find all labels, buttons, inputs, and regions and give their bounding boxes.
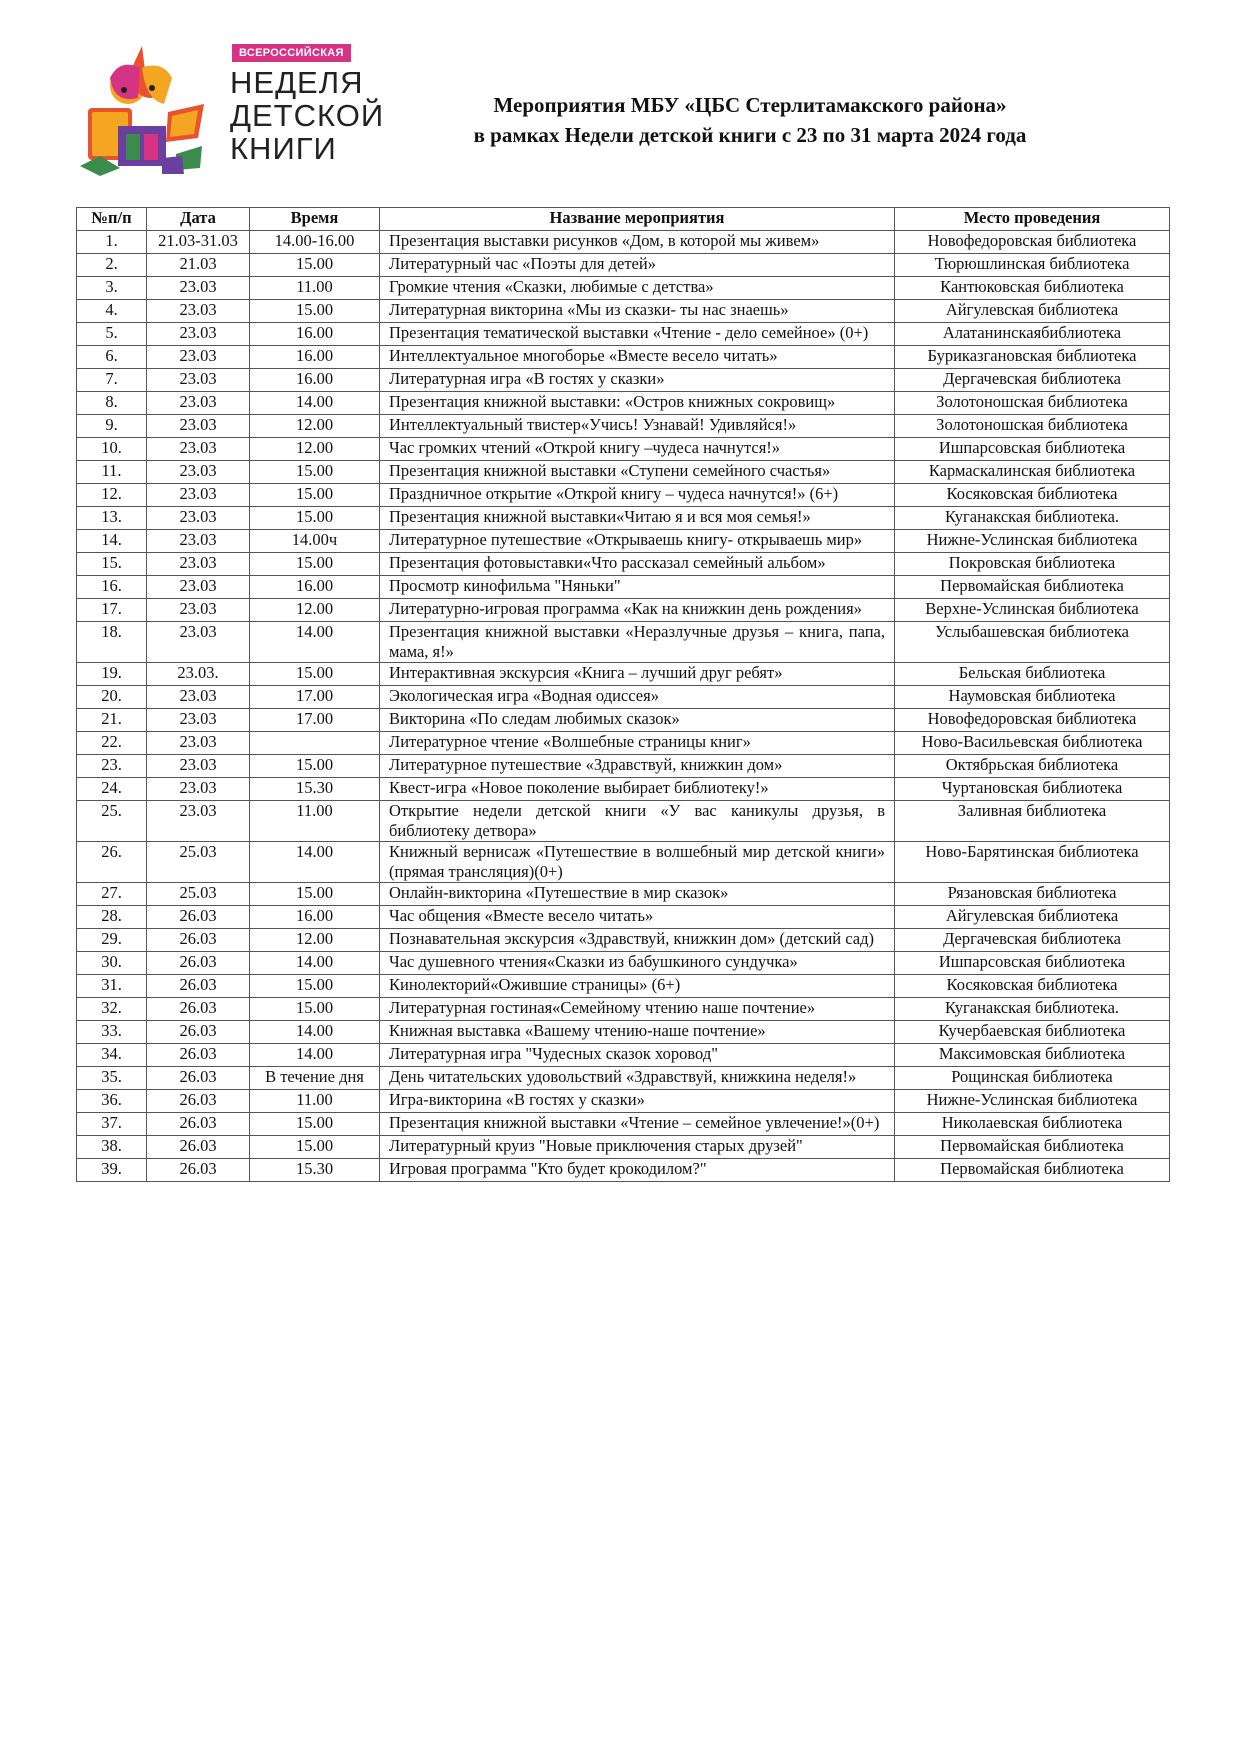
table-row — [77, 998, 1170, 1021]
event-time: 14.00 — [250, 952, 380, 975]
event-date: 26.03 — [147, 998, 250, 1021]
event-venue: Первомайская библиотека — [895, 576, 1170, 599]
table-row — [77, 883, 1170, 906]
event-date: 26.03 — [147, 1159, 250, 1182]
table-row — [77, 801, 1170, 842]
event-time: 15.00 — [250, 975, 380, 998]
event-time: 15.00 — [250, 1136, 380, 1159]
column-header-time: Время — [250, 208, 380, 231]
event-venue: Новофедоровская библиотека — [895, 709, 1170, 732]
event-time: 12.00 — [250, 415, 380, 438]
event-venue: Первомайская библиотека — [895, 1159, 1170, 1182]
events-table-container — [76, 207, 1169, 1182]
event-name: Презентация книжной выставки «Неразлучные друзья – книга, папа, мама, я!» — [380, 622, 895, 663]
event-name: Интерактивная экскурсия «Книга – лучший друг ребят» — [380, 663, 895, 686]
event-venue: Буриказгановская библиотека — [895, 346, 1170, 369]
event-time: 15.00 — [250, 507, 380, 530]
event-venue: Максимовская библиотека — [895, 1044, 1170, 1067]
table-row — [77, 346, 1170, 369]
column-header-event-name: Название мероприятия — [380, 208, 895, 231]
event-venue: Заливная библиотека — [895, 801, 1170, 842]
row-number: 3. — [77, 277, 147, 300]
row-number: 15. — [77, 553, 147, 576]
row-number: 25. — [77, 801, 147, 842]
row-number: 11. — [77, 461, 147, 484]
row-number: 17. — [77, 599, 147, 622]
row-number: 14. — [77, 530, 147, 553]
event-time: 14.00 — [250, 842, 380, 883]
event-name: Час громких чтений «Открой книгу –чудеса начнутся!» — [380, 438, 895, 461]
event-date: 23.03 — [147, 553, 250, 576]
event-name: Книжный вернисаж «Путешествие в волшебный мир детской книги» (прямая трансляция)(0+) — [380, 842, 895, 883]
row-number: 28. — [77, 906, 147, 929]
event-date: 26.03 — [147, 1136, 250, 1159]
heading-line-2: в рамках Недели детской книги с 23 по 31 марта 2024 года — [473, 123, 1027, 147]
event-venue: Алатанинскаябиблиотека — [895, 323, 1170, 346]
event-name: Квест-игра «Новое поколение выбирает библиотеку!» — [380, 778, 895, 801]
event-venue: Кучербаевская библиотека — [895, 1021, 1170, 1044]
event-name: Презентация фотовыставки«Что рассказал семейный альбом» — [380, 553, 895, 576]
event-name: Просмотр кинофильма "Няньки" — [380, 576, 895, 599]
event-venue: Покровская библиотека — [895, 553, 1170, 576]
table-row — [77, 1067, 1170, 1090]
event-date: 26.03 — [147, 1021, 250, 1044]
event-name: Литературное путешествие «Открываешь книгу- открываешь мир» — [380, 530, 895, 553]
event-name: Экологическая игра «Водная одиссея» — [380, 686, 895, 709]
event-time: 15.00 — [250, 300, 380, 323]
event-date: 26.03 — [147, 952, 250, 975]
event-date: 23.03 — [147, 323, 250, 346]
table-row — [77, 484, 1170, 507]
table-row — [77, 1021, 1170, 1044]
logo-title-line: ДЕТСКОЙ — [230, 98, 385, 133]
event-date: 26.03 — [147, 906, 250, 929]
event-date: 26.03 — [147, 1113, 250, 1136]
event-date: 23.03 — [147, 530, 250, 553]
event-date: 23.03 — [147, 346, 250, 369]
event-time: 15.00 — [250, 998, 380, 1021]
event-time: 15.30 — [250, 778, 380, 801]
row-number: 22. — [77, 732, 147, 755]
event-name: Кинолекторий«Ожившие страницы» (6+) — [380, 975, 895, 998]
row-number: 2. — [77, 254, 147, 277]
event-name: Литературная игра «В гостях у сказки» — [380, 369, 895, 392]
event-time: 14.00 — [250, 1044, 380, 1067]
event-date: 26.03 — [147, 975, 250, 998]
table-row — [77, 553, 1170, 576]
table-row — [77, 369, 1170, 392]
event-venue: Наумовская библиотека — [895, 686, 1170, 709]
table-row — [77, 686, 1170, 709]
event-time: 15.00 — [250, 254, 380, 277]
event-time: 14.00 — [250, 392, 380, 415]
row-number: 31. — [77, 975, 147, 998]
event-venue: Айгулевская библиотека — [895, 906, 1170, 929]
event-time: 14.00ч — [250, 530, 380, 553]
event-venue: Рощинская библиотека — [895, 1067, 1170, 1090]
table-row — [77, 1044, 1170, 1067]
event-name: Презентация книжной выставки: «Остров книжных сокровищ» — [380, 392, 895, 415]
event-time: 11.00 — [250, 277, 380, 300]
table-row — [77, 530, 1170, 553]
row-number: 10. — [77, 438, 147, 461]
row-number: 32. — [77, 998, 147, 1021]
logo-badge: ВСЕРОССИЙСКАЯ — [232, 44, 351, 62]
event-venue: Айгулевская библиотека — [895, 300, 1170, 323]
event-time: 17.00 — [250, 686, 380, 709]
event-name: Час душевного чтения«Сказки из бабушкиного сундучка» — [380, 952, 895, 975]
table-row — [77, 1090, 1170, 1113]
table-row — [77, 599, 1170, 622]
event-time: 16.00 — [250, 346, 380, 369]
event-date: 26.03 — [147, 929, 250, 952]
row-number: 6. — [77, 346, 147, 369]
row-number: 18. — [77, 622, 147, 663]
event-venue: Верхне-Услинская библиотека — [895, 599, 1170, 622]
event-time: 15.30 — [250, 1159, 380, 1182]
event-date: 23.03 — [147, 686, 250, 709]
row-number: 4. — [77, 300, 147, 323]
row-number: 13. — [77, 507, 147, 530]
row-number: 5. — [77, 323, 147, 346]
event-name: Праздничное открытие «Открой книгу – чудеса начнутся!» (6+) — [380, 484, 895, 507]
event-venue: Кантюковская библиотека — [895, 277, 1170, 300]
event-time: 15.00 — [250, 663, 380, 686]
event-venue: Бельская библиотека — [895, 663, 1170, 686]
table-row — [77, 622, 1170, 663]
event-venue: Николаевская библиотека — [895, 1113, 1170, 1136]
event-time: 16.00 — [250, 576, 380, 599]
event-venue: Дергачевская библиотека — [895, 929, 1170, 952]
event-venue: Ишпарсовская библиотека — [895, 952, 1170, 975]
table-row — [77, 842, 1170, 883]
event-time: 16.00 — [250, 323, 380, 346]
row-number: 7. — [77, 369, 147, 392]
table-row — [77, 929, 1170, 952]
logo-title-line: КНИГИ — [230, 131, 337, 166]
event-date: 21.03-31.03 — [147, 231, 250, 254]
event-name: Литературная гостиная«Семейному чтению наше почтение» — [380, 998, 895, 1021]
event-venue: Тюрюшлинская библиотека — [895, 254, 1170, 277]
event-name: Презентация книжной выставки«Читаю я и вся моя семья!» — [380, 507, 895, 530]
row-number: 26. — [77, 842, 147, 883]
event-venue: Нижне-Услинская библиотека — [895, 1090, 1170, 1113]
heading-line-1: Мероприятия МБУ «ЦБС Стерлитамакского района» — [493, 93, 1007, 117]
table-row — [77, 461, 1170, 484]
event-date: 23.03. — [147, 663, 250, 686]
event-name: День читательских удовольствий «Здравствуй, книжкина неделя!» — [380, 1067, 895, 1090]
event-venue: Куганакская библиотека. — [895, 507, 1170, 530]
event-date: 23.03 — [147, 801, 250, 842]
event-time: 15.00 — [250, 1113, 380, 1136]
row-number: 20. — [77, 686, 147, 709]
row-number: 33. — [77, 1021, 147, 1044]
row-number: 34. — [77, 1044, 147, 1067]
event-venue: Первомайская библиотека — [895, 1136, 1170, 1159]
event-name: Литературное чтение «Волшебные страницы книг» — [380, 732, 895, 755]
table-header-row — [77, 208, 1170, 231]
event-venue: Золотоношская библиотека — [895, 392, 1170, 415]
event-time: 15.00 — [250, 755, 380, 778]
event-name: Презентация тематической выставки «Чтение - дело семейное» (0+) — [380, 323, 895, 346]
event-date: 21.03 — [147, 254, 250, 277]
event-name: Литературная игра "Чудесных сказок хоровод" — [380, 1044, 895, 1067]
event-date: 23.03 — [147, 461, 250, 484]
table-row — [77, 415, 1170, 438]
event-name: Открытие недели детской книги «У вас каникулы друзья, в библиотеку детвора» — [380, 801, 895, 842]
table-body — [77, 231, 1170, 1182]
table-row — [77, 392, 1170, 415]
event-time: 16.00 — [250, 369, 380, 392]
table-row — [77, 300, 1170, 323]
event-date: 26.03 — [147, 1067, 250, 1090]
event-time: 15.00 — [250, 484, 380, 507]
event-venue: Золотоношская библиотека — [895, 415, 1170, 438]
event-time: 16.00 — [250, 906, 380, 929]
row-number: 8. — [77, 392, 147, 415]
event-date: 23.03 — [147, 576, 250, 599]
row-number: 24. — [77, 778, 147, 801]
event-date: 23.03 — [147, 778, 250, 801]
event-date: 25.03 — [147, 883, 250, 906]
table-row — [77, 507, 1170, 530]
event-name: Презентация книжной выставки «Чтение – семейное увлечение!»(0+) — [380, 1113, 895, 1136]
event-time: 14.00-16.00 — [250, 231, 380, 254]
table-row — [77, 1159, 1170, 1182]
table-row — [77, 277, 1170, 300]
row-number: 39. — [77, 1159, 147, 1182]
event-date: 26.03 — [147, 1090, 250, 1113]
event-name: Игра-викторина «В гостях у сказки» — [380, 1090, 895, 1113]
table-row — [77, 975, 1170, 998]
table-row — [77, 438, 1170, 461]
event-date: 23.03 — [147, 484, 250, 507]
event-date: 23.03 — [147, 277, 250, 300]
event-name: Викторина «По следам любимых сказок» — [380, 709, 895, 732]
event-venue: Услыбашевская библиотека — [895, 622, 1170, 663]
event-time: 11.00 — [250, 801, 380, 842]
row-number: 27. — [77, 883, 147, 906]
event-date: 23.03 — [147, 392, 250, 415]
event-name: Интеллектуальный твистер«Учись! Узнавай! Удивляйся!» — [380, 415, 895, 438]
row-number: 30. — [77, 952, 147, 975]
event-venue: Октябрьская библиотека — [895, 755, 1170, 778]
row-number: 21. — [77, 709, 147, 732]
event-venue: Ново-Барятинская библиотека — [895, 842, 1170, 883]
event-date: 23.03 — [147, 732, 250, 755]
event-venue: Ишпарсовская библиотека — [895, 438, 1170, 461]
table-row — [77, 254, 1170, 277]
row-number: 16. — [77, 576, 147, 599]
event-date: 23.03 — [147, 300, 250, 323]
event-time: 14.00 — [250, 622, 380, 663]
table-row — [77, 906, 1170, 929]
event-venue: Чуртановская библиотека — [895, 778, 1170, 801]
row-number: 37. — [77, 1113, 147, 1136]
event-time: 12.00 — [250, 438, 380, 461]
event-venue: Кармаскалинская библиотека — [895, 461, 1170, 484]
column-header-date: Дата — [147, 208, 250, 231]
table-row — [77, 576, 1170, 599]
event-name: Литературно-игровая программа «Как на книжкин день рождения» — [380, 599, 895, 622]
row-number: 12. — [77, 484, 147, 507]
event-date: 26.03 — [147, 1044, 250, 1067]
event-venue: Дергачевская библиотека — [895, 369, 1170, 392]
row-number: 23. — [77, 755, 147, 778]
event-venue: Рязановская библиотека — [895, 883, 1170, 906]
document-heading — [400, 90, 1100, 150]
table-row — [77, 709, 1170, 732]
children-reading-illustration-icon — [80, 38, 230, 178]
event-time: 11.00 — [250, 1090, 380, 1113]
event-name: Громкие чтения «Сказки, любимые с детства» — [380, 277, 895, 300]
event-time: 15.00 — [250, 553, 380, 576]
event-time: 15.00 — [250, 461, 380, 484]
event-venue: Косяковская библиотека — [895, 484, 1170, 507]
row-number: 35. — [77, 1067, 147, 1090]
column-header-venue: Место проведения — [895, 208, 1170, 231]
logo-title-line: НЕДЕЛЯ — [230, 65, 364, 100]
event-venue: Косяковская библиотека — [895, 975, 1170, 998]
event-date: 23.03 — [147, 622, 250, 663]
event-venue: Нижне-Услинская библиотека — [895, 530, 1170, 553]
event-date: 23.03 — [147, 709, 250, 732]
row-number: 38. — [77, 1136, 147, 1159]
events-table — [76, 207, 1170, 1182]
event-date: 23.03 — [147, 755, 250, 778]
event-time: В течение дня — [250, 1067, 380, 1090]
table-row — [77, 1136, 1170, 1159]
event-venue: Куганакская библиотека. — [895, 998, 1170, 1021]
event-date: 23.03 — [147, 415, 250, 438]
event-time: 15.00 — [250, 883, 380, 906]
event-name: Литературный час «Поэты для детей» — [380, 254, 895, 277]
table-row — [77, 952, 1170, 975]
table-row — [77, 231, 1170, 254]
row-number: 36. — [77, 1090, 147, 1113]
event-name: Познавательная экскурсия «Здравствуй, книжкин дом» (детский сад) — [380, 929, 895, 952]
event-time: 12.00 — [250, 599, 380, 622]
event-date: 23.03 — [147, 507, 250, 530]
row-number: 9. — [77, 415, 147, 438]
row-number: 19. — [77, 663, 147, 686]
event-name: Онлайн-викторина «Путешествие в мир сказок» — [380, 883, 895, 906]
event-time — [250, 732, 380, 755]
row-number: 29. — [77, 929, 147, 952]
event-date: 23.03 — [147, 369, 250, 392]
event-time: 17.00 — [250, 709, 380, 732]
event-name: Литературная викторина «Мы из сказки- ты нас знаешь» — [380, 300, 895, 323]
event-name: Презентация выставки рисунков «Дом, в которой мы живем» — [380, 231, 895, 254]
table-row — [77, 323, 1170, 346]
event-time: 14.00 — [250, 1021, 380, 1044]
event-name: Игровая программа "Кто будет крокодилом?" — [380, 1159, 895, 1182]
table-row — [77, 778, 1170, 801]
logo-title — [230, 66, 384, 165]
event-date: 23.03 — [147, 599, 250, 622]
table-row — [77, 755, 1170, 778]
event-name: Час общения «Вместе весело читать» — [380, 906, 895, 929]
logo — [80, 38, 385, 178]
event-name: Интеллектуальное многоборье «Вместе весело читать» — [380, 346, 895, 369]
row-number: 1. — [77, 231, 147, 254]
event-time: 12.00 — [250, 929, 380, 952]
table-row — [77, 732, 1170, 755]
event-name: Литературное путешествие «Здравствуй, книжкин дом» — [380, 755, 895, 778]
event-name: Литературный круиз "Новые приключения старых друзей" — [380, 1136, 895, 1159]
event-venue: Новофедоровская библиотека — [895, 231, 1170, 254]
table-row — [77, 1113, 1170, 1136]
event-date: 23.03 — [147, 438, 250, 461]
event-name: Книжная выставка «Вашему чтению-наше почтение» — [380, 1021, 895, 1044]
table-row — [77, 663, 1170, 686]
event-name: Презентация книжной выставки «Ступени семейного счастья» — [380, 461, 895, 484]
column-header-number: №п/п — [77, 208, 147, 231]
event-date: 25.03 — [147, 842, 250, 883]
event-venue: Ново-Васильевская библиотека — [895, 732, 1170, 755]
